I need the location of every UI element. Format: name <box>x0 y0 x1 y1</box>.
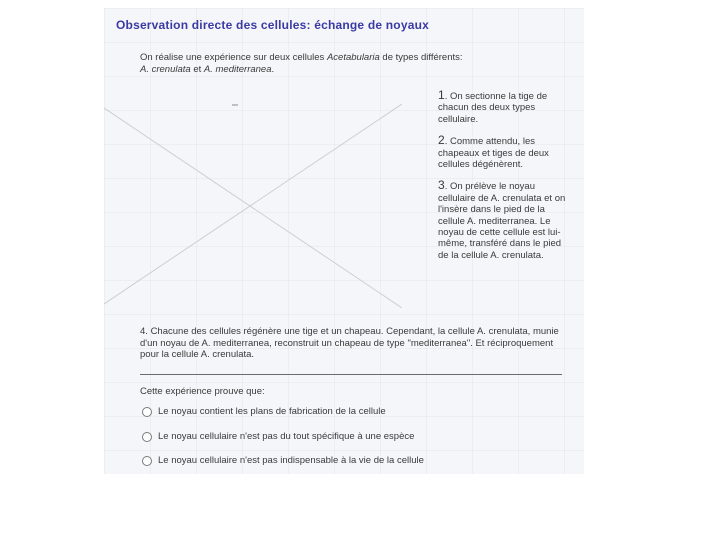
step-item <box>438 180 566 261</box>
question-text: Cette expérience prouve que: <box>140 386 265 397</box>
step-item <box>438 90 566 125</box>
answer-option-2[interactable] <box>142 431 414 442</box>
species-name: A. crenulata <box>140 64 191 75</box>
answer-label: Le noyau contient les plans de fabrication de la cellule <box>158 406 386 417</box>
radio-button[interactable] <box>142 432 152 442</box>
answer-option-1[interactable] <box>142 406 386 417</box>
genus-name: Acetabularia <box>326 52 380 63</box>
answer-label: Le noyau cellulaire n'est pas indispensable à la vie de la cellule <box>158 455 424 466</box>
missing-image-placeholder <box>104 104 402 308</box>
steps-list <box>438 90 566 271</box>
content-panel <box>104 8 584 474</box>
intro-text-part: . <box>271 64 275 75</box>
placeholder-diagonal <box>104 104 402 308</box>
intro-text <box>140 52 570 76</box>
step-text: . On prélève le noyau cellulaire de A. crenulata et on l'insère dans le pied de la cellule A. mediterranea. Le noyau de cette cellule est lui-même, transféré dans le pied de la cellule A. crenulata. <box>438 181 566 261</box>
result-body: . Chacune des cellules régénère une tige et un chapeau. Cependant, la cellule A. crenulata, munie d'un noyau de A. mediterranea, reconstruit un chapeau de type "mediterranea". Et réciproquement pour la cellule A. crenulata. <box>140 326 559 360</box>
placeholder-diagonal <box>104 104 402 308</box>
divider <box>140 374 562 375</box>
intro-text-part: On réalise une expérience sur deux cellules <box>140 52 327 63</box>
answer-label: Le noyau cellulaire n'est pas du tout spécifique à une espèce <box>158 431 415 442</box>
answer-option-3[interactable] <box>142 455 424 466</box>
result-number: 4 <box>140 326 146 337</box>
result-text <box>140 326 570 361</box>
radio-button[interactable] <box>142 456 152 466</box>
step-text: . Comme attendu, les chapeaux et tiges de deux cellules dégénèrent. <box>438 136 549 171</box>
step-number: 1 <box>438 88 445 102</box>
step-text: . On sectionne la tige de chacun des deux types cellulaire. <box>438 91 548 125</box>
step-number: 2 <box>438 133 445 148</box>
step-item <box>438 135 566 170</box>
step-number: 3 <box>438 178 445 193</box>
intro-text-part: de types différents: <box>379 52 463 63</box>
intro-text-part: et <box>190 64 204 75</box>
species-name: A. mediterranea <box>203 64 272 75</box>
page-title: Observation directe des cellules: échange de noyaux <box>116 18 429 32</box>
radio-button[interactable] <box>142 407 152 417</box>
